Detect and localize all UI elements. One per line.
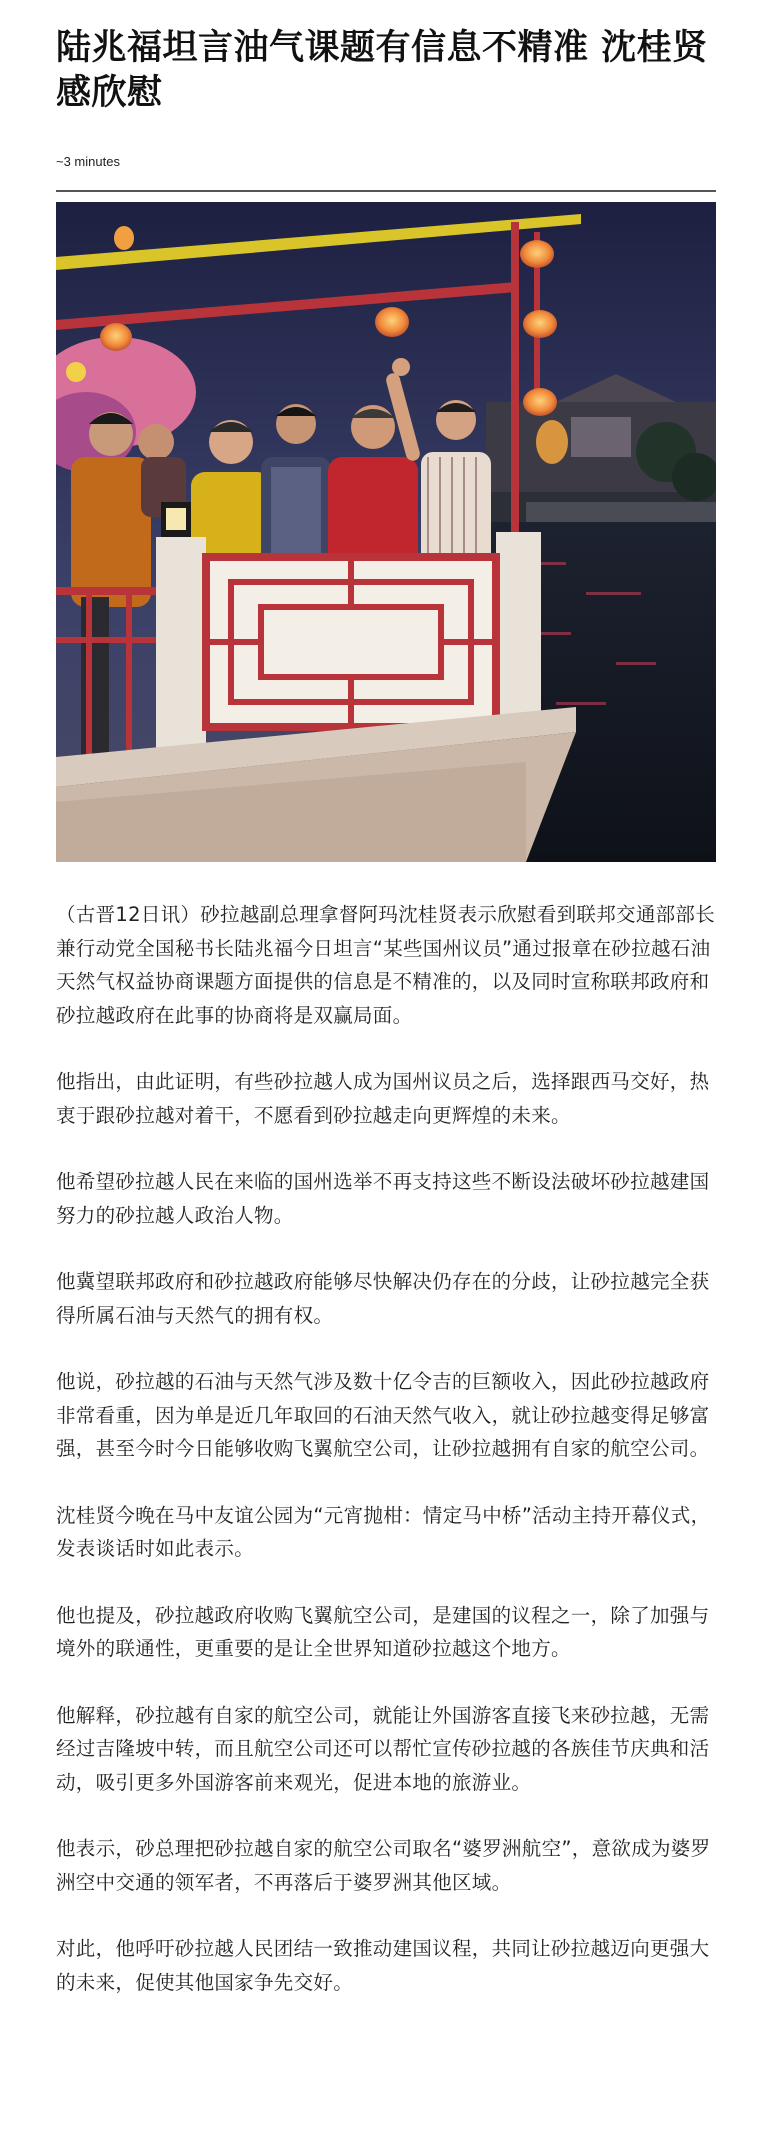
article-body (56, 898, 716, 1999)
paragraph: 他指出，由此证明，有些砂拉越人成为国州议员之后，选择跟西马交好，热衷于跟砂拉越对着干，不愿看到砂拉越走向更辉煌的未来。 (56, 1070, 710, 1127)
paragraph: 他说，砂拉越的石油与天然气涉及数十亿令吉的巨额收入，因此砂拉越政府非常看重，因为单是近几年取回的石油天然气收入，就让砂拉越变得足够富强，甚至今时今日能够收购飞翼航空公司，让砂拉越拥有自家的航空公司。 (56, 1370, 710, 1460)
paragraph: 他表示，砂总理把砂拉越自家的航空公司取名“婆罗洲航空”，意欲成为婆罗洲空中交通的领军者，不再落后于婆罗洲其他区域。 (56, 1837, 711, 1894)
read-time: ~3 minutes (56, 154, 120, 169)
article (56, 0, 716, 1999)
paragraph: 对此，他呼吁砂拉越人民团结一致推动建国议程，共同让砂拉越迈向更强大的未来，促使其他国家争先交好。 (56, 1937, 710, 1994)
paragraph: 他解释，砂拉越有自家的航空公司，就能让外国游客直接飞来砂拉越，无需经过吉隆坡中转，而且航空公司还可以帮忙宣传砂拉越的各族佳节庆典和活动，吸引更多外国游客前来观光，促进本地的旅游业。 (56, 1703, 710, 1794)
paragraph: 他冀望联邦政府和砂拉越政府能够尽快解决仍存在的分歧，让砂拉越完全获得所属石油与天然气的拥有权。 (56, 1270, 710, 1327)
article-title: 陆兆福坦言油气课题有信息不精准 沈桂贤感欣慰 (56, 28, 708, 113)
paragraph: 沈桂贤今晚在马中友谊公园为“元宵抛柑：情定马中桥”活动主持开幕仪式，发表谈话时如此表示。 (56, 1503, 711, 1560)
title-divider (56, 190, 716, 192)
paragraph: 他也提及，砂拉越政府收购飞翼航空公司，是建国的议程之一，除了加强与境外的联通性，更重要的是让全世界知道砂拉越这个地方。 (56, 1603, 710, 1660)
paragraph: 他希望砂拉越人民在来临的国州选举不再支持这些不断设法破坏砂拉越建国努力的砂拉越人政治人物。 (56, 1170, 710, 1227)
article-photo (56, 202, 716, 862)
paragraph: （古晋12日讯）砂拉越副总理拿督阿玛沈桂贤表示欣慰看到联邦交通部部长兼行动党全国秘书长陆兆福今日坦言“某些国州议员”通过报章在砂拉越石油天然气权益协商课题方面提供的信息是不精准的，以及同时宣称联邦政府和砂拉越政府在此事的协商将是双赢局面。 (56, 903, 716, 1027)
